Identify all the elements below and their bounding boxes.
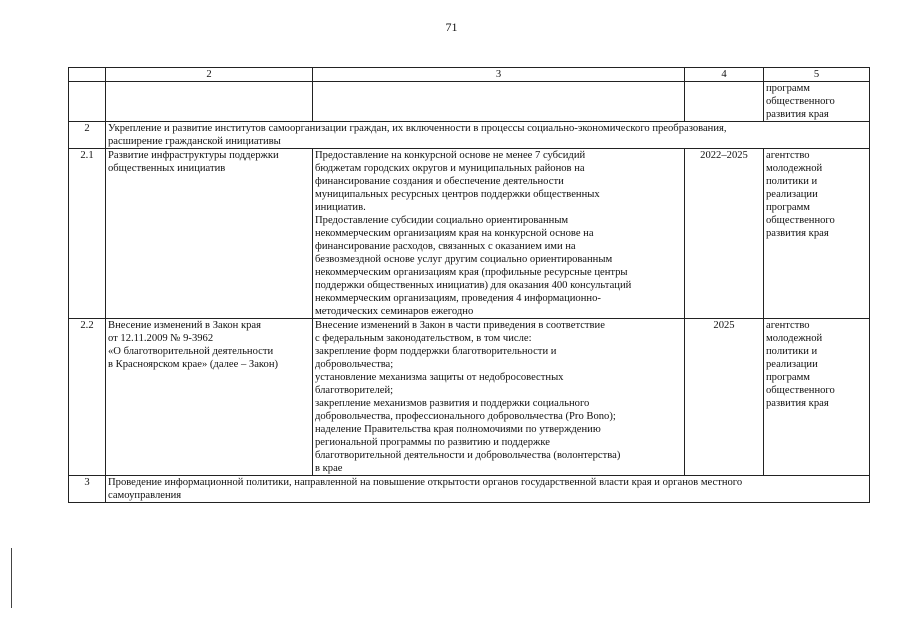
content-line: в крае [315, 463, 343, 474]
content-line: добровольчества, профессионального добровольчества (Pro Bono); [315, 411, 616, 422]
content-line: установление механизма защиты от недобросовестных [315, 372, 564, 383]
executor-line: политики и [766, 346, 818, 357]
executor-line: молодежной [766, 163, 823, 174]
name-line: в Красноярском крае» (далее – Закон) [108, 359, 279, 370]
row-name [106, 319, 313, 476]
action-plan-table [68, 67, 870, 503]
header-cell-name: 2 [106, 68, 313, 82]
section-title [106, 122, 870, 149]
executor-line: программ [766, 372, 811, 383]
executor-line: реализации [766, 189, 818, 200]
header-cell-content: 3 [313, 68, 685, 82]
content-line: бюджетам городских округов и муниципальных районов на [315, 163, 585, 174]
content-line: закрепление механизмов развития и поддержки социального [315, 398, 590, 409]
row-name [106, 149, 313, 319]
content-line: региональной программы по развитию и поддержке [315, 437, 550, 448]
executor-line: развития края [766, 109, 829, 120]
content-line: некоммерческим организациям, проведения 4 информационно- [315, 293, 601, 304]
name-line: Развитие инфраструктуры поддержки [108, 150, 279, 161]
header-cell-executor: 5 [764, 68, 870, 82]
row-term: 2025 [685, 319, 764, 476]
cell-content [313, 82, 685, 122]
executor-line: политики и [766, 176, 818, 187]
table-header-row [69, 68, 870, 82]
content-line: инициатив. [315, 202, 366, 213]
table-row-continued [69, 82, 870, 122]
content-line: финансирование создания и обеспечение деятельности [315, 176, 564, 187]
row-content [313, 149, 685, 319]
content-line: Предоставление субсидии социально ориентированным [315, 215, 569, 226]
table-row-2-1 [69, 149, 870, 319]
executor-line: общественного [766, 96, 835, 107]
cell-executor [764, 82, 870, 122]
content-line: закрепление форм поддержки благотворительности и [315, 346, 557, 357]
content-line: муниципальных ресурсных центров поддержки общественных [315, 189, 600, 200]
section-number: 3 [69, 476, 106, 503]
name-line: Внесение изменений в Закон края [108, 320, 261, 331]
content-line: Предоставление на конкурсной основе не менее 7 субсидий [315, 150, 586, 161]
cell-name [106, 82, 313, 122]
section-number: 2 [69, 122, 106, 149]
executor-line: развития края [766, 228, 829, 239]
row-number: 2.1 [69, 149, 106, 319]
content-line: финансирование расходов, связанных с оказанием ими на [315, 241, 576, 252]
content-line: некоммерческим организациям края на конкурсной основе на [315, 228, 594, 239]
page-number: 71 [445, 20, 458, 34]
section-title-line: самоуправления [108, 490, 182, 501]
row-content [313, 319, 685, 476]
executor-line: агентство [766, 150, 810, 161]
executor-line: общественного [766, 385, 835, 396]
header-cell-number [69, 68, 106, 82]
cell-number [69, 82, 106, 122]
row-executor [764, 319, 870, 476]
row-term: 2022–2025 [685, 149, 764, 319]
row-executor [764, 149, 870, 319]
section-title-line: Проведение информационной политики, направленной на повышение открытости органов государственной власти края и органов местного [108, 477, 743, 488]
executor-line: программ [766, 202, 811, 213]
content-line: благотворительной деятельности и добровольчества (волонтерства) [315, 450, 621, 461]
executor-line: программ [766, 83, 811, 94]
name-line: от 12.11.2009 № 9-3962 [108, 333, 214, 344]
content-line: с федеральным законодательством, в том числе: [315, 333, 532, 344]
content-line: поддержки общественных инициатив) для оказания 400 консультаций [315, 280, 632, 291]
table-row-2-2 [69, 319, 870, 476]
cell-term [685, 82, 764, 122]
executor-line: молодежной [766, 333, 823, 344]
section-title [106, 476, 870, 503]
content-line: безвозмездной основе услуг другим социально ориентированным [315, 254, 613, 265]
content-line: благотворителей; [315, 385, 394, 396]
executor-line: реализации [766, 359, 818, 370]
section-title-line: расширение гражданской инициативы [108, 136, 281, 147]
scan-margin-line [11, 548, 12, 608]
executor-line: агентство [766, 320, 810, 331]
content-line: добровольчества; [315, 359, 394, 370]
name-line: «О благотворительной деятельности [108, 346, 274, 357]
section-row-3 [69, 476, 870, 503]
header-cell-term: 4 [685, 68, 764, 82]
content-line: наделение Правительства края полномочиями по утверждению [315, 424, 601, 435]
section-row-2 [69, 122, 870, 149]
executor-line: развития края [766, 398, 829, 409]
content-line: методических семинаров ежегодно [315, 306, 474, 317]
name-line: общественных инициатив [108, 163, 226, 174]
content-line: некоммерческим организациям края (профильные ресурсные центры [315, 267, 628, 278]
content-line: Внесение изменений в Закон в части приведения в соответствие [315, 320, 605, 331]
row-number: 2.2 [69, 319, 106, 476]
executor-line: общественного [766, 215, 835, 226]
section-title-line: Укрепление и развитие институтов самоорганизации граждан, их включенности в процессы социально-экономического преобразования, [108, 123, 727, 134]
